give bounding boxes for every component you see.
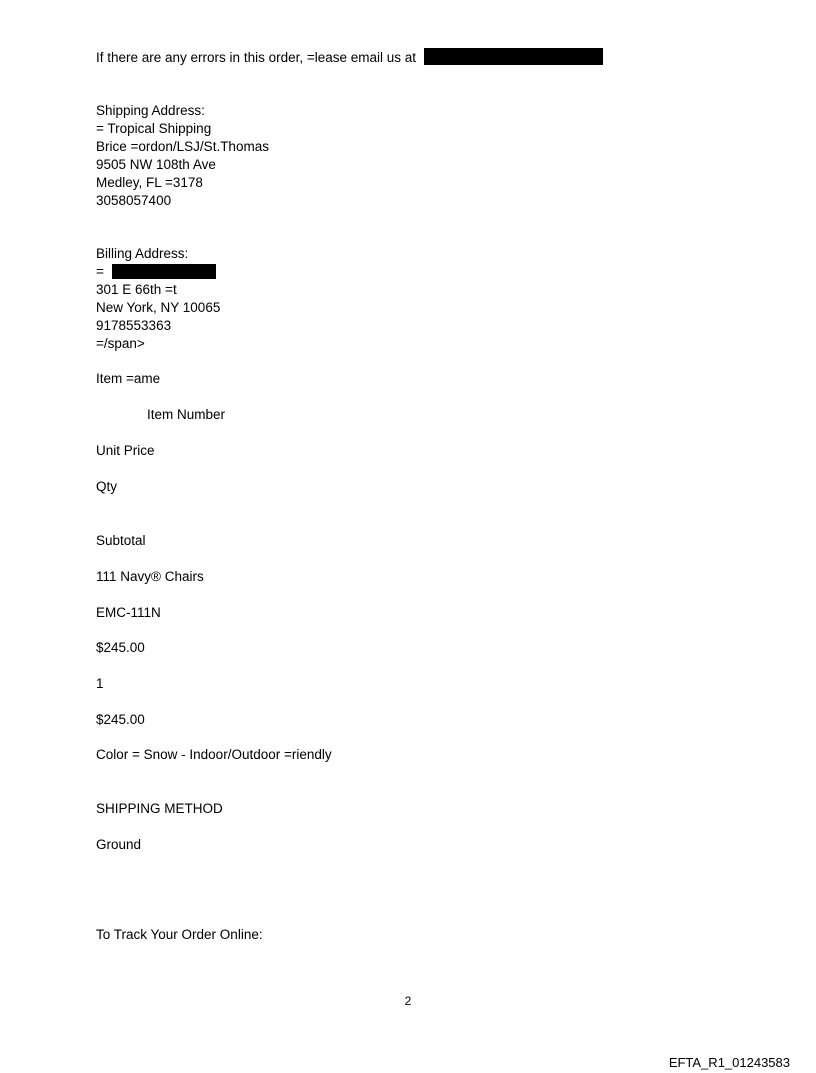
item-name: 111 Navy® Chairs xyxy=(96,569,204,584)
header-qty: Qty xyxy=(96,479,118,494)
shipping-address xyxy=(96,102,269,210)
item-qty: 1 xyxy=(96,676,104,691)
header-item-name: Item =ame xyxy=(96,371,161,386)
billing-address-line: =/span> xyxy=(96,336,145,351)
billing-address xyxy=(96,245,220,353)
document-id: EFTA_R1_01243583 xyxy=(668,1055,790,1070)
shipping-address-line: = Tropical Shipping xyxy=(96,121,212,136)
page-number: 2 xyxy=(404,994,412,1008)
errors-notice xyxy=(96,48,603,67)
billing-address-line: 301 E 66th =t xyxy=(96,282,177,297)
item-option: Color = Snow - Indoor/Outdoor =riendly xyxy=(96,747,332,762)
item-subtotal: $245.00 xyxy=(96,712,145,727)
redacted-name xyxy=(112,264,216,279)
shipping-address-line: 9505 NW 108th Ave xyxy=(96,157,216,172)
shipping-address-line: Medley, FL =3178 xyxy=(96,175,203,190)
errors-notice-text: If there are any errors in this order, =lease email us at xyxy=(96,50,417,65)
shipping-method-heading: SHIPPING METHOD xyxy=(96,801,223,816)
shipping-address-line: Brice =ordon/LSJ/St.Thomas xyxy=(96,139,269,154)
shipping-method-value: Ground xyxy=(96,837,142,852)
shipping-address-heading: Shipping Address: xyxy=(96,103,205,118)
tracking-text: To Track Your Order Online: xyxy=(96,927,263,942)
header-subtotal: Subtotal xyxy=(96,533,146,548)
billing-address-line: 9178553363 xyxy=(96,318,172,333)
billing-address-heading: Billing Address: xyxy=(96,246,189,261)
shipping-address-line: 3058057400 xyxy=(96,193,172,208)
redacted-email xyxy=(424,48,603,65)
billing-name-prefix: = xyxy=(96,264,104,279)
billing-address-line: New York, NY 10065 xyxy=(96,300,221,315)
header-unit-price: Unit Price xyxy=(96,443,155,458)
billing-name-line xyxy=(96,263,220,281)
item-number: EMC-111N xyxy=(96,605,161,620)
header-item-number: Item Number xyxy=(147,407,226,422)
item-unit-price: $245.00 xyxy=(96,640,145,655)
